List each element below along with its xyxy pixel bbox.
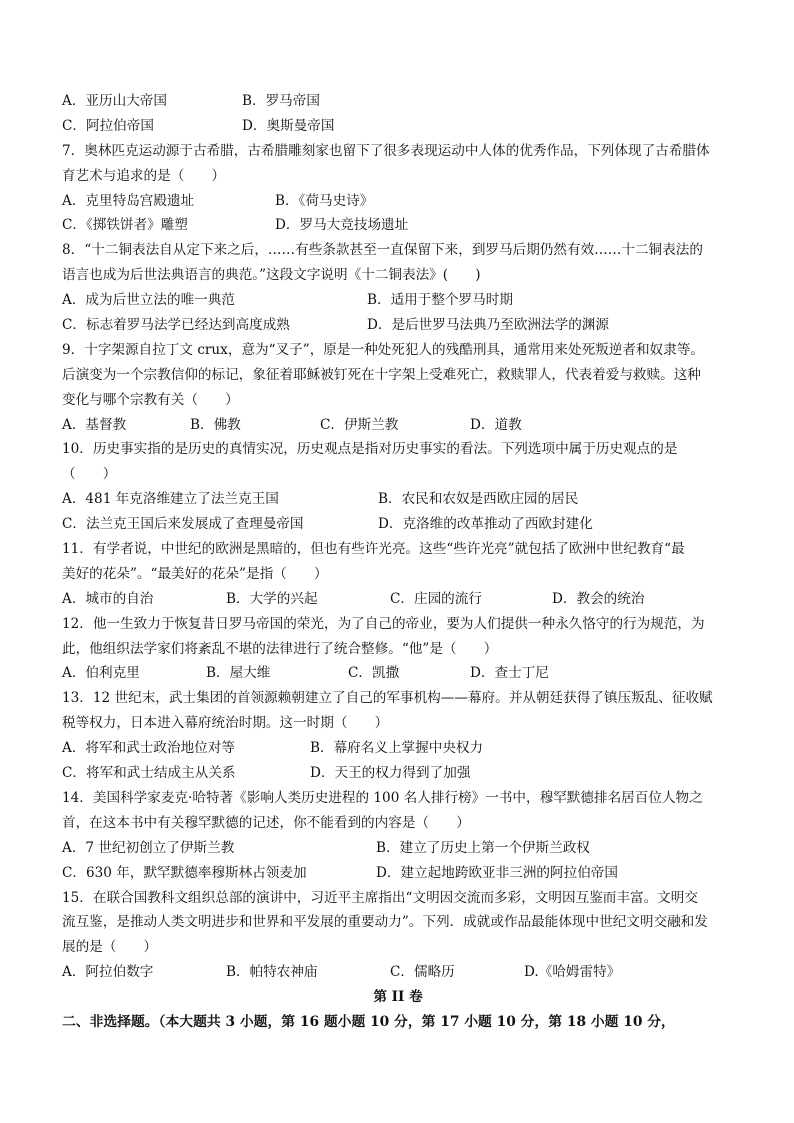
q8-option-c: C．标志着罗马法学已经达到高度成熟 bbox=[62, 317, 290, 334]
q12-stem-line-2: 此，他组织法学家们将紊乱不堪的法律进行了统合整修。“他”是（ ） bbox=[62, 640, 498, 657]
q15-options-row bbox=[62, 960, 734, 985]
q8-options-row-2 bbox=[62, 313, 734, 338]
q6-option-b: B．罗马帝国 bbox=[242, 93, 320, 109]
q7-options-row-1 bbox=[62, 189, 734, 214]
q11-option-d: D．教会的统治 bbox=[552, 590, 645, 607]
q10-option-a: A．481 年克洛维建立了法兰克王国 bbox=[62, 491, 279, 508]
q12-option-d: D．查士丁尼 bbox=[470, 665, 549, 682]
q8-option-b: B．适用于整个罗马时期 bbox=[367, 292, 513, 309]
q6-option-c: C．阿拉伯帝国 bbox=[62, 117, 154, 134]
q10-stem-line-2: （ ） bbox=[62, 466, 117, 483]
q7-option-d: D．罗马大竞技场遗址 bbox=[275, 217, 409, 234]
q15-option-a: A．阿拉伯数字 bbox=[62, 964, 154, 981]
q14-stem-line-1: 14．美国科学家麦克·哈特著《影响人类历史进程的 100 名人排行榜》一书中，穆罕默德排名居百位人物之 bbox=[62, 789, 703, 806]
q9-options-row bbox=[62, 413, 734, 438]
part-2-heading: 二、非选择题。（本大题共 3 小题，第 16 题小题 10 分，第 17 小题 10 分，第 18 小题 10 分， bbox=[62, 1013, 675, 1030]
q13-options-row-1 bbox=[62, 736, 734, 761]
q14-option-c: C．630 年，默罕默德率穆斯林占领麦加 bbox=[62, 864, 307, 881]
q10-options-row-2 bbox=[62, 512, 734, 537]
q14-stem-line-2: 首，在这本书中有关穆罕默德的记述，你不能看到的内容是（ ） bbox=[62, 814, 470, 831]
q15-stem-line-2: 流互鉴，是推动人类文明进步和世界和平发展的重要动力”。下列．成就或作品最能体现中世纪文明交融和发 bbox=[62, 914, 708, 931]
q13-options-row-2 bbox=[62, 761, 734, 786]
q13-option-c: C．将军和武士结成主从关系 bbox=[62, 765, 236, 782]
q15-option-c: C．儒略历 bbox=[390, 964, 455, 981]
q9-option-a: A．基督教 bbox=[62, 416, 127, 433]
q8-option-d: D．是后世罗马法典乃至欧洲法学的渊源 bbox=[367, 317, 609, 334]
q6-options-row-1 bbox=[62, 89, 734, 114]
q12-options-row bbox=[62, 661, 734, 686]
q15-stem-line-3: 展的是（ ） bbox=[62, 939, 158, 956]
section-2-title: 第 II 卷 bbox=[373, 989, 423, 1006]
q13-stem-line-1: 13．12 世纪末，武士集团的首领源赖朝建立了自己的军事机构——幕府。并从朝廷获得了镇压叛乱、征收赋 bbox=[62, 690, 713, 707]
q10-options-row-1 bbox=[62, 487, 734, 512]
q8-stem-line-2: 语言也成为后世法典语言的典范。”这段文字说明《十二铜表法》( ) bbox=[62, 267, 481, 284]
q10-option-d: D．克洛维的改革推动了西欧封建化 bbox=[378, 516, 593, 533]
q12-option-c: C．凯撒 bbox=[348, 665, 400, 682]
q6-option-d: D．奥斯曼帝国 bbox=[242, 117, 335, 134]
q15-stem-line-1: 15．在联合国教科文组织总部的演讲中，习近平主席指出“文明因交流而多彩，文明因互鉴而丰富。文明交 bbox=[62, 889, 698, 906]
q7-stem-line-2: 育艺术与追求的是（ ） bbox=[62, 167, 226, 184]
q14-option-d: D．建立起地跨欧亚非三洲的阿拉伯帝国 bbox=[376, 864, 618, 881]
q8-option-a: A．成为后世立法的唯一典范 bbox=[62, 292, 235, 309]
q12-option-a: A．伯利克里 bbox=[62, 665, 140, 682]
q11-stem-line-1: 11．有学者说，中世纪的欧洲是黑暗的，但也有些许光亮。这些“些许光亮”就包括了欧洲中世纪教育“最 bbox=[62, 541, 685, 558]
q11-option-b: B．大学的兴起 bbox=[226, 590, 318, 607]
q9-stem-line-1: 9．十字架源自拉丁文 crux，意为“叉子”，原是一种处死犯人的残酷刑具，通常用来处死叛逆者和奴隶等。 bbox=[62, 341, 704, 358]
q11-option-c: C．庄园的流行 bbox=[390, 590, 482, 607]
q12-stem-line-1: 12．他一生致力于恢复昔日罗马帝国的荣光，为了自己的帝业，要为人们提供一种永久恪守的行为规范，为 bbox=[62, 615, 705, 632]
q9-option-d: D．道教 bbox=[470, 416, 522, 433]
q6-option-a: A．亚历山大帝国 bbox=[62, 93, 167, 109]
q14-options-row-2 bbox=[62, 861, 734, 886]
q7-options-row-2 bbox=[62, 213, 734, 238]
q7-option-a: A．克里特岛宫殿遗址 bbox=[62, 192, 195, 209]
q10-option-b: B．农民和农奴是西欧庄园的居民 bbox=[378, 491, 579, 508]
q13-option-d: D．天王的权力得到了加强 bbox=[310, 765, 471, 782]
q7-option-b: B．《荷马史诗》 bbox=[275, 192, 374, 209]
q11-stem-line-2: 美好的花朵”。“最美好的花朵”是指（ ） bbox=[62, 565, 328, 582]
q10-stem-line-1: 10．历史事实指的是历史的真情实况，历史观点是指对历史事实的看法。下列选项中属于历史观点的是 bbox=[62, 441, 678, 458]
q13-option-a: A．将军和武士政治地位对等 bbox=[62, 740, 235, 757]
q14-options-row-1 bbox=[62, 836, 734, 861]
q7-stem-line-1: 7．奥林匹克运动源于古希腊，古希腊雕刻家也留下了很多表现运动中人体的优秀作品，下列体现了古希腊体 bbox=[62, 142, 710, 159]
q8-stem-line-1: 8．“十二铜表法自从定下来之后，……有些条款甚至一直保留下来，到罗马后期仍然有效……十二铜表法的 bbox=[62, 242, 703, 259]
q7-option-c: C．《掷铁饼者》雕塑 bbox=[62, 217, 188, 234]
q11-options-row bbox=[62, 587, 734, 612]
q6-options-row-2 bbox=[62, 114, 734, 139]
q14-option-a: A．7 世纪初创立了伊斯兰教 bbox=[62, 839, 235, 856]
q9-option-b: B．佛教 bbox=[190, 416, 241, 433]
q12-option-b: B．屋大维 bbox=[206, 665, 271, 682]
q13-stem-line-2: 税等权力，日本进入幕府统治时期。这一时期（ ） bbox=[62, 715, 389, 732]
q15-option-b: B．帕特农神庙 bbox=[226, 964, 318, 981]
q10-option-c: C．法兰克王国后来发展成了查理曼帝国 bbox=[62, 516, 304, 533]
q15-option-d: D.《哈姆雷特》 bbox=[524, 964, 621, 981]
q9-option-c: C．伊斯兰教 bbox=[320, 416, 399, 433]
q11-option-a: A．城市的自治 bbox=[62, 590, 154, 607]
q9-stem-line-2: 后演变为一个宗教信仰的标记，象征着耶稣被钉死在十字架上受难死亡，救赎罪人，代表着爱与救赎。这种 bbox=[62, 366, 701, 383]
q9-stem-line-3: 变化与哪个宗教有关（ ） bbox=[62, 391, 239, 408]
q13-option-b: B．幕府名义上掌握中央权力 bbox=[310, 740, 484, 757]
q8-options-row-1 bbox=[62, 288, 734, 313]
q14-option-b: B．建立了历史上第一个伊斯兰政权 bbox=[376, 839, 590, 856]
